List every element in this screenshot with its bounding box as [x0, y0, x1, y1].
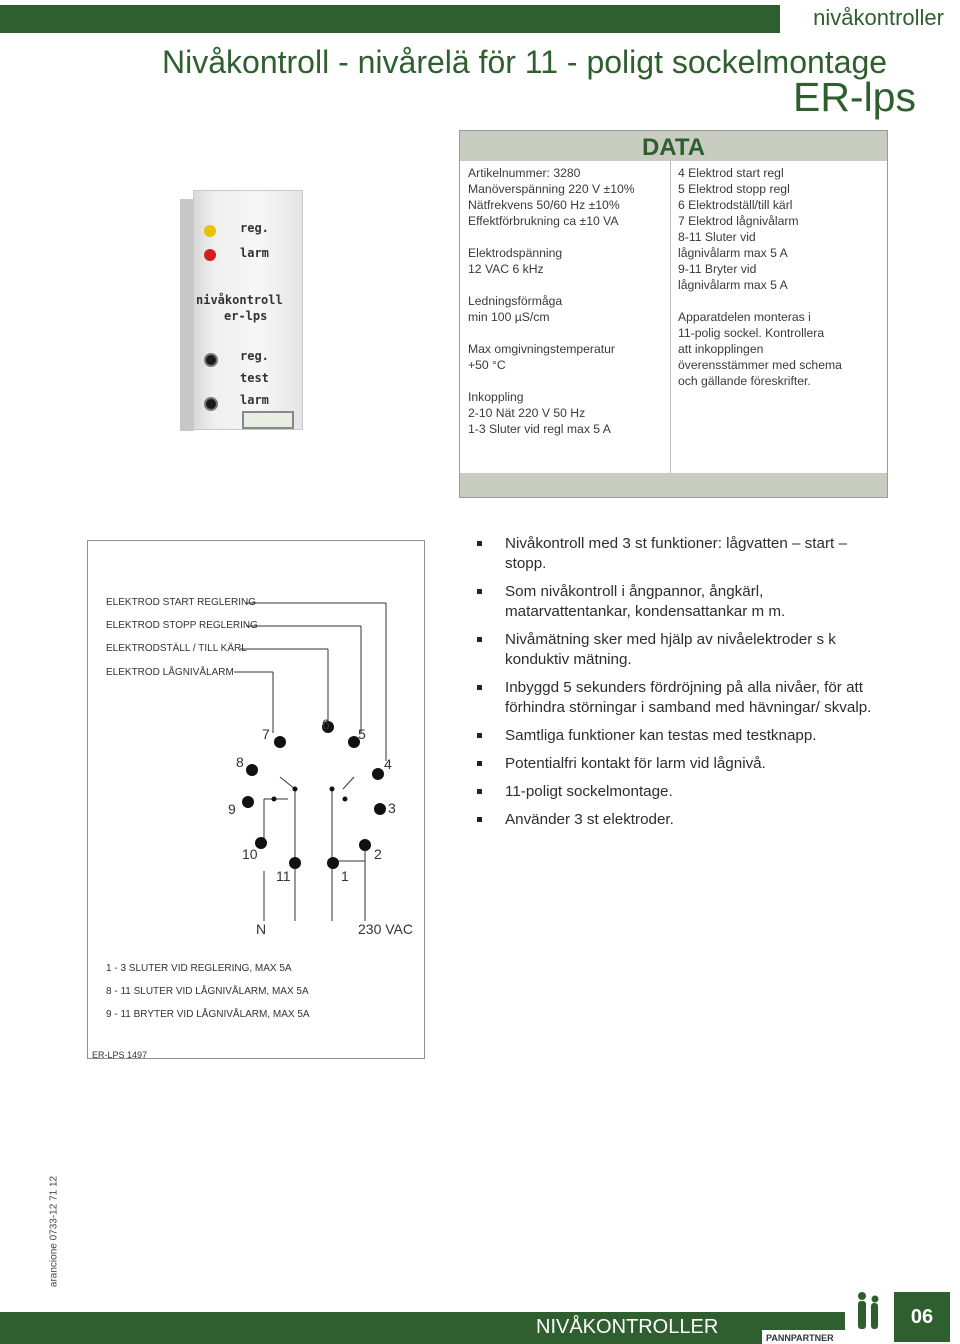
supply-neutral: N [256, 921, 267, 937]
data-line: Apparatdelen monteras i [678, 310, 811, 324]
reset-button-icon [204, 397, 218, 411]
note-9-11: 9 - 11 BRYTER VID LÅGNIVÅLARM, MAX 5A [106, 1009, 310, 1020]
pin-label-11: 11 [276, 868, 291, 884]
pannpartner-logo [762, 1290, 882, 1344]
data-line: Artikelnummer: 3280 [468, 166, 581, 180]
data-column-left [468, 165, 668, 437]
list-item [477, 678, 877, 718]
supply-voltage: 230 VAC [358, 921, 413, 937]
data-line: lågnivålarm max 5 A [678, 246, 788, 260]
pin-dots [242, 721, 386, 869]
header-bar [0, 5, 780, 33]
data-line: Elektrodspänning [468, 246, 563, 260]
data-line: 8-11 Sluter vid [678, 230, 756, 244]
side-code [48, 1172, 60, 1292]
data-gap [468, 277, 668, 293]
feature-text: Nivåkontroll med 3 st funktioner: lågvatten – start – stopp. [505, 535, 847, 572]
data-line: Max omgivningstemperatur [468, 342, 615, 356]
pin-label-9: 9 [228, 801, 236, 817]
pin-label-5: 5 [358, 726, 366, 742]
device-label-brand: nivåkontroll [196, 293, 283, 307]
product-image [193, 190, 303, 430]
data-line: och gällande föreskrifter. [678, 374, 811, 388]
wiring-svg [88, 541, 426, 1060]
data-title: DATA [641, 134, 706, 161]
list-item [477, 810, 877, 830]
side-code-text: arancione 0733-12 71 12 [48, 1175, 60, 1288]
device-label-model: er-lps [224, 309, 268, 323]
feature-text: Använder 3 st elektroder. [505, 811, 674, 828]
data-gap [678, 293, 883, 309]
data-line: Ledningsförmåga [468, 294, 563, 308]
data-line: Manöverspänning 220 V ±10% [468, 182, 635, 196]
diagram-code: ER-LPS 1497 [92, 1050, 148, 1060]
data-column-right [678, 165, 883, 389]
data-gap [468, 325, 668, 341]
bullet-icon [477, 733, 482, 738]
data-line: Effektförbrukning ca ±10 VA [468, 214, 619, 228]
device-label-larm2: larm [240, 393, 269, 407]
data-line: +50 °C [468, 358, 506, 372]
bullet-icon [477, 637, 482, 642]
brand-text: PANNPARTNER [766, 1333, 834, 1343]
pin-label-10: 10 [242, 846, 258, 862]
data-line: 5 Elektrod stopp regl [678, 182, 790, 196]
device-side [180, 199, 194, 431]
bullet-icon [477, 685, 482, 690]
list-item [477, 782, 877, 802]
pin-label-2: 2 [374, 846, 382, 862]
category-label: nivåkontroller [813, 5, 944, 30]
data-line: 9-11 Bryter vid [678, 262, 757, 276]
legend-lowlevel: ELEKTROD LÅGNIVÅLARM [106, 667, 234, 678]
list-item [477, 630, 877, 670]
data-panel [459, 130, 888, 498]
data-line: 12 VAC 6 kHz [468, 262, 544, 276]
pin-label-6: 6 [322, 716, 330, 732]
data-divider [670, 161, 671, 475]
data-line: överensstämmer med schema [678, 358, 842, 372]
legend-start: ELEKTROD START REGLERING [106, 597, 257, 608]
device-label-larm: larm [240, 246, 269, 260]
data-line: 2-10 Nät 220 V 50 Hz [468, 406, 586, 420]
pin-label-4: 4 [384, 756, 392, 772]
data-line: 6 Elektrodställ/till kärl [678, 198, 793, 212]
list-item [477, 534, 877, 574]
data-line: Nätfrekvens 50/60 Hz ±10% [468, 198, 620, 212]
data-line: 7 Elektrod lågnivålarm [678, 214, 799, 228]
note-8-11: 8 - 11 SLUTER VID LÅGNIVÅLARM, MAX 5A [106, 986, 309, 997]
bullet-icon [477, 589, 482, 594]
feature-text: Nivåmätning sker med hjälp av nivåelektroder s k konduktiv mätning. [505, 631, 836, 668]
data-line: lågnivålarm max 5 A [678, 278, 788, 292]
model-title: ER-lps [792, 74, 916, 120]
red-led-icon [204, 249, 216, 261]
bullet-icon [477, 789, 482, 794]
feature-text: Potentialfri kontakt för larm vid lågnivå. [505, 755, 766, 772]
feature-text: Som nivåkontroll i ångpannor, ångkärl, matarvattentankar, kondensattankar m m. [505, 583, 786, 620]
note-1-3: 1 - 3 SLUTER VID REGLERING, MAX 5A [106, 963, 292, 974]
yellow-led-icon [204, 225, 216, 237]
data-gap [468, 373, 668, 389]
feature-text: 11-poligt sockelmontage. [505, 783, 673, 800]
feature-list [477, 534, 877, 838]
page-title: Nivåkontroll - nivårelä för 11 - poligt sockelmontage [162, 44, 888, 80]
test-button-icon [204, 353, 218, 367]
pin-label-3: 3 [388, 800, 396, 816]
data-line: min 100 µS/cm [468, 310, 550, 324]
pin-label-7: 7 [262, 726, 270, 742]
pin-label-8: 8 [236, 754, 244, 770]
bullet-icon [477, 541, 482, 546]
wiring-lines [234, 603, 386, 921]
data-line: 4 Elektrod start regl [678, 166, 784, 180]
feature-text: Samtliga funktioner kan testas med testknapp. [505, 727, 817, 744]
data-footer [460, 473, 887, 497]
device-label-test: test [240, 371, 269, 385]
legend-ground: ELEKTRODSTÄLL / TILL KÄRL [106, 643, 247, 654]
legend-stop: ELEKTROD STOPP REGLERING [106, 620, 258, 631]
data-line: Inkoppling [468, 390, 524, 404]
wiring-diagram [87, 540, 425, 1059]
device-label-reg2: reg. [240, 349, 269, 363]
device-label-reg: reg. [240, 221, 269, 235]
bullet-icon [477, 817, 482, 822]
footer-section-label: NIVÅKONTROLLER [536, 1316, 719, 1338]
data-line: 1-3 Sluter vid regl max 5 A [468, 422, 611, 436]
list-item [477, 726, 877, 746]
pin-label-1: 1 [341, 868, 349, 884]
list-item [477, 754, 877, 774]
device-window [242, 411, 294, 429]
feature-text: Inbyggd 5 sekunders fördröjning på alla nivåer, för att förhindra störningar i samband med hävningar/ skvalp. [505, 679, 872, 716]
data-line: att inkopplingen [678, 342, 764, 356]
list-item [477, 582, 877, 622]
data-gap [468, 229, 668, 245]
bullet-icon [477, 761, 482, 766]
data-line: 11-polig sockel. Kontrollera [678, 326, 825, 340]
page-number: 06 [910, 1306, 934, 1328]
